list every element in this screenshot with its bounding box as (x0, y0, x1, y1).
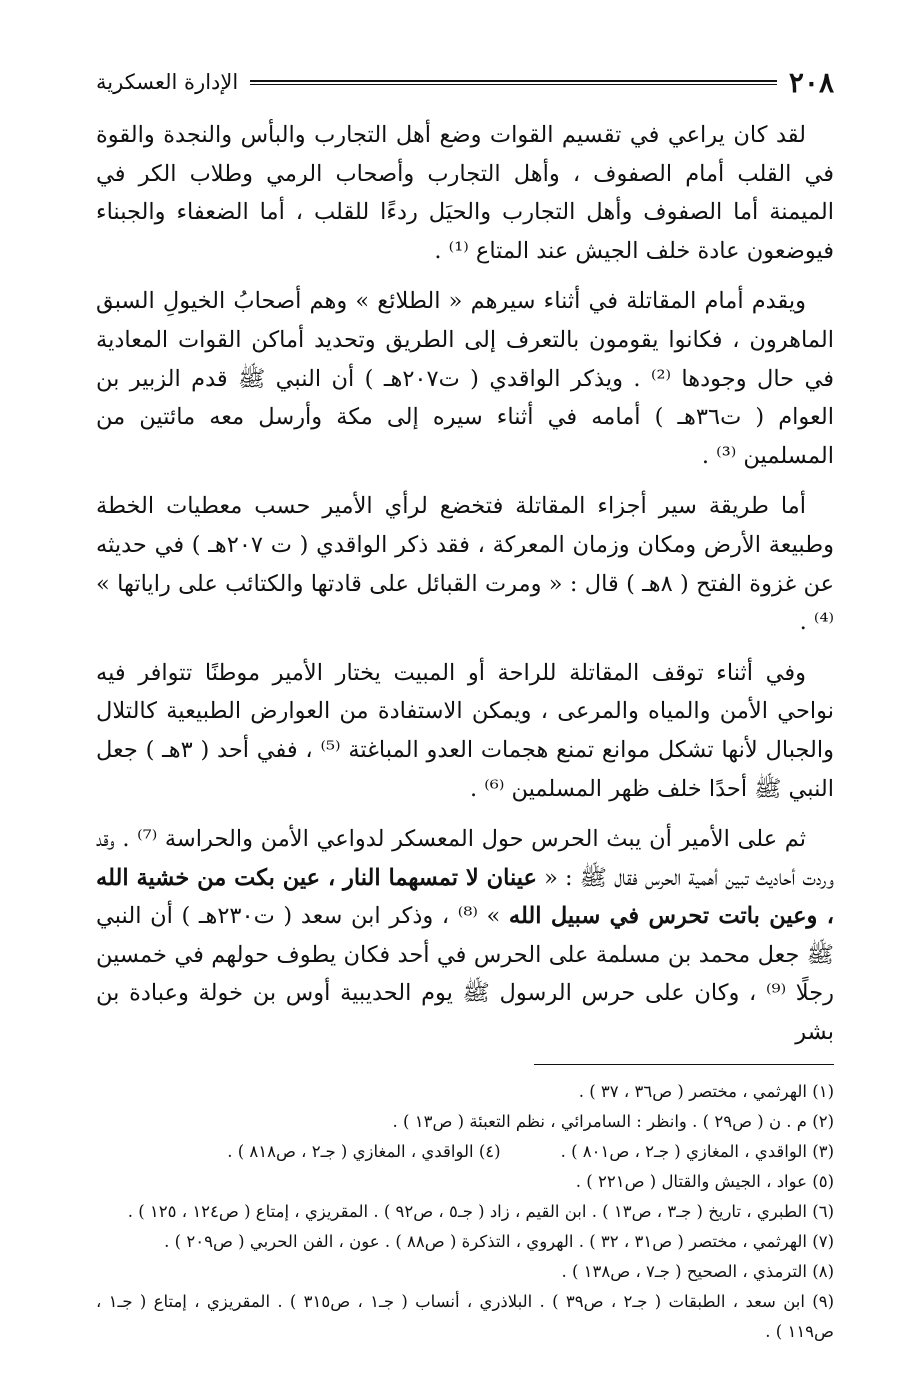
footnote-9: (٩) ابن سعد ، الطبقات ( جـ٢ ، ص٣٩ ) . البلاذري ، أنساب ( جـ١ ، ص٣١٥ ) . المقريزي ، إمتاع ( جـ١ ، ص١١٩ ) . (96, 1291, 834, 1341)
body-text (96, 116, 834, 1052)
paragraph-4: وفي أثناء توقف المقاتلة للراحة أو المبيت يختار الأمير موطنًا تتوافر فيه نواحي الأمن والمياه والمرعى ، ويمكن الاستفادة من العوارض الطبيعية كالتلال والجبال لأنها تشكل موانع تمنع هجمات العدو المباغتة ⁽⁵⁾ ، ففي أحد ( ٣هـ ) جعل النبي ﷺ أحدًا خلف ظهر المسلمين ⁽⁶⁾ . (96, 659, 834, 802)
footnote-4: (٤) الواقدي ، المغازي ( جـ٢ ، ص٨١٨ ) . (227, 1141, 501, 1161)
page-number: ٢٠٨ (788, 65, 834, 99)
paragraph-5 (96, 820, 834, 1052)
footnote-8: (٨) الترمذي ، الصحيح ( جـ٧ ، ص١٣٨ ) . (561, 1261, 834, 1281)
footnote-divider (534, 1064, 834, 1065)
hadith-quote: عينان لا تمسهما النار ، عين بكت من خشية الله ، وعين باتت تحرس في سبيل الله (96, 864, 834, 930)
paragraph-5-text-b: » ⁽⁸⁾ ، وذكر ابن سعد ( ت٢٣٠هـ ) أن النبي ﷺ جعل محمد بن مسلمة على الحرس في أحد فكان يطوف حولهم في خمسين رجلًا ⁽⁹⁾ ، وكان على حرس الرسول ﷺ يوم الحديبية أوس بن خولة وعبادة بن بشر (96, 903, 834, 1046)
running-title: الإدارة العسكرية (96, 70, 239, 94)
footnotes (96, 1077, 834, 1347)
footnote-2: (٢) م . ن ( ص٢٩ ) . وانظر : السامرائي ، نظم التعبئة ( ص١٣ ) . (392, 1111, 834, 1131)
footnote-7: (٧) الهرثمي ، مختصر ( ص٣١ ، ٣٢ ) . الهروي ، التذكرة ( ص٨٨ ) . عون ، الفن الحربي ( ص٢٠٩ ) . (164, 1231, 834, 1251)
page-header (96, 60, 834, 104)
paragraph-2: ويقدم أمام المقاتلة في أثناء سيرهم « الطلائع » وهم أصحابُ الخيولِ السبق الماهرون ، فكانوا يقومون بالتعرف إلى الطريق وتحديد أماكن القوات المعادية في حال وجودها ⁽²⁾ . ويذكر الواقدي ( ت٢٠٧هـ ) أن النبي ﷺ قدم الزبير بن العوام ( ت٣٦هـ ) أمامه في أثناء سيره إلى مكة وأرسل معه مائتين من المسلمين ⁽³⁾ . (96, 288, 835, 469)
paragraph-5-text-a: ثم على الأمير أن يبث الحرس حول المعسكر لدواعي الأمن والحراسة ⁽⁷⁾ . وقد وردت أحاديث تبين أهمية الحرس فقال ﷺ : « (96, 826, 834, 891)
footnote-3: (٣) الواقدي ، المغازي ( جـ٢ ، ص٨٠١ ) . (560, 1141, 834, 1161)
paragraph-1: لقد كان يراعي في تقسيم القوات وضع أهل التجارب والبأس والنجدة والقوة في القلب أمام الصفوف ، وأهل التجارب وأصحاب الرمي وطلاب الكر في الميمنة أما الصفوف وأهل التجارب والحيَل ردءًا للقلب ، أما الضعفاء والجبناء فيوضعون عادة خلف الجيش عند المتاع ⁽¹⁾ . (96, 122, 834, 264)
footnote-5: (٥) عواد ، الجيش والقتال ( ص٢٢١ ) . (575, 1171, 834, 1191)
footnote-row-3-4 (96, 1137, 834, 1167)
header-rule (250, 80, 777, 85)
paragraph-3: أما طريقة سير أجزاء المقاتلة فتخضع لرأي الأمير حسب معطيات الخطة وطبيعة الأرض ومكان وزمان المعركة ، فقد ذكر الواقدي ( ت ٢٠٧هـ ) في حديثه عن غزوة الفتح ( ٨هـ ) قال : « ومرت القبائل على قادتها والكتائب على راياتها » ⁽⁴⁾ . (96, 493, 834, 636)
footnote-1: (١) الهرثمي ، مختصر ( ص٣٦ ، ٣٧ ) . (578, 1081, 834, 1101)
footnote-6: (٦) الطبري ، تاريخ ( جـ٣ ، ص١٣ ) . ابن القيم ، زاد ( جـ٥ ، ص٩٢ ) . المقريزي ، إمتاع ( ص١٢٤ ، ١٢٥ ) . (127, 1201, 834, 1221)
